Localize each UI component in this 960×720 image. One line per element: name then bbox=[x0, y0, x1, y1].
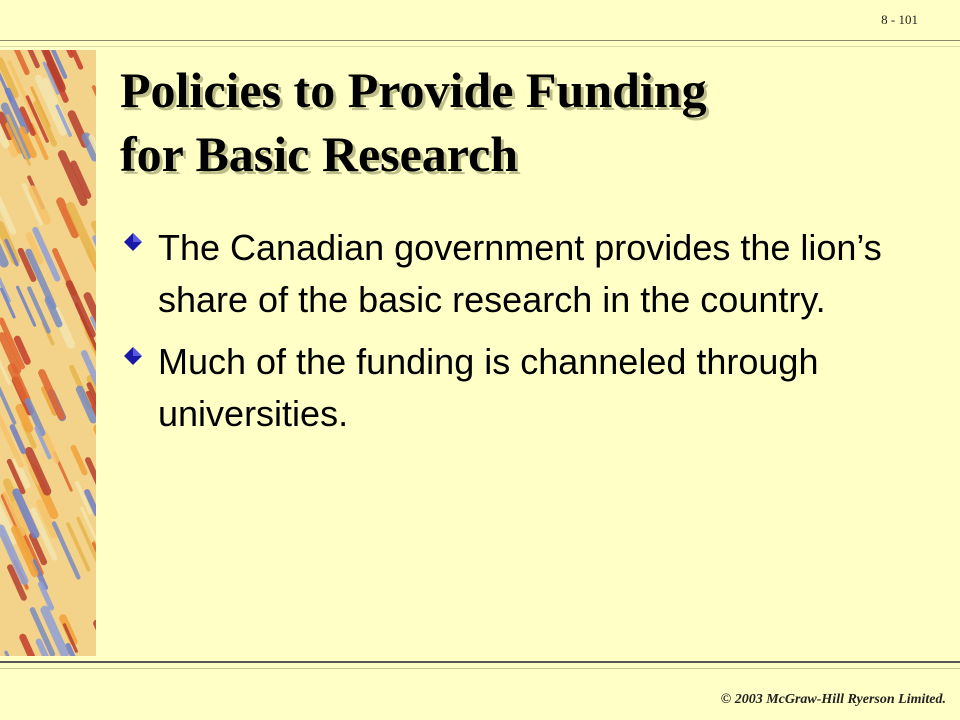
bullet-item bbox=[120, 222, 930, 326]
top-rule bbox=[0, 40, 960, 41]
side-art-image bbox=[0, 50, 96, 656]
bullet-text: The Canadian government provides the lion’s share of the basic research in the country. bbox=[158, 227, 882, 320]
bullet-list bbox=[120, 222, 930, 450]
bottom-rule-secondary bbox=[0, 668, 960, 669]
top-rule-secondary bbox=[0, 46, 960, 47]
slide-title bbox=[120, 58, 940, 186]
title-line-1: Policies to Provide Funding bbox=[120, 62, 707, 118]
bullet-text: Much of the funding is channeled through universities. bbox=[158, 341, 819, 434]
diamond-bullet-icon bbox=[124, 347, 142, 365]
page-number: 8 - 101 bbox=[881, 12, 918, 27]
bullet-item bbox=[120, 336, 930, 440]
diamond-bullet-icon bbox=[124, 233, 142, 251]
copyright-notice: © 2003 McGraw-Hill Ryerson Limited. bbox=[720, 692, 946, 707]
title-line-2: for Basic Research bbox=[120, 126, 519, 182]
bottom-rule bbox=[0, 661, 960, 663]
